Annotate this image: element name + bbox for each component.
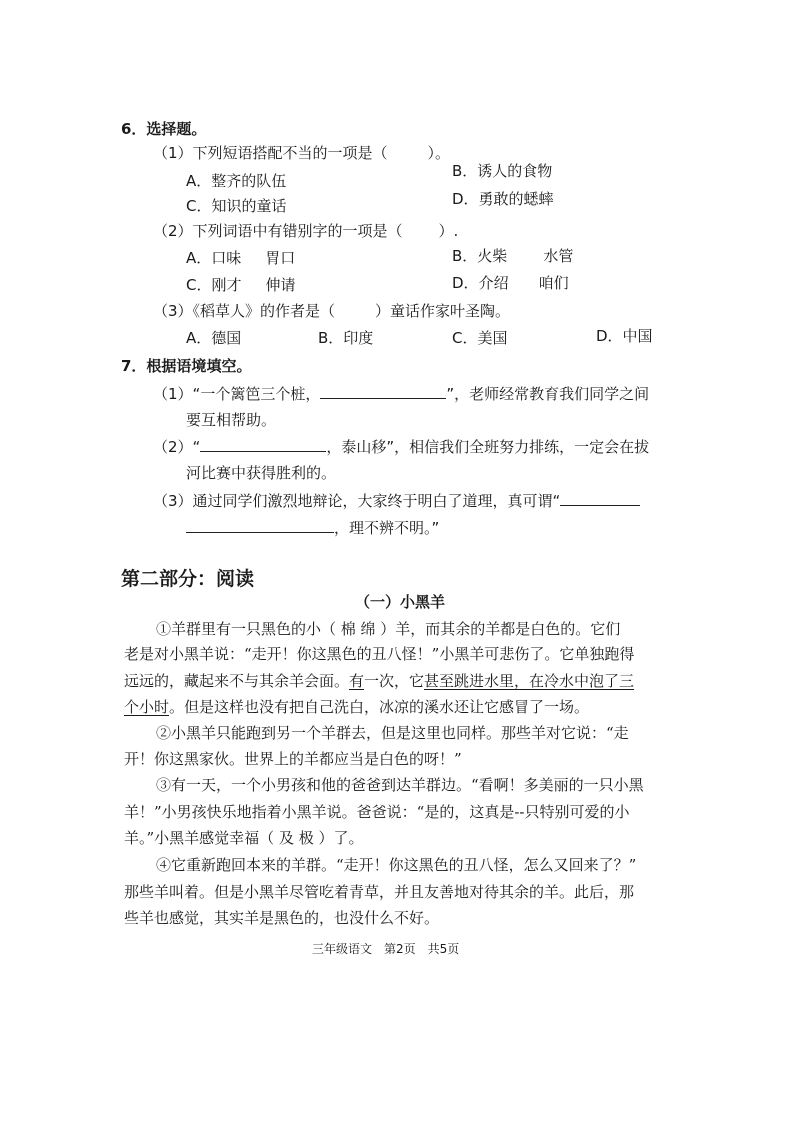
q7-3-line: （3）通过同学们激烈地辩论，大家终于明白了道理，真可谓“ [153, 490, 640, 511]
q6-1-option-b: B．诱人的食物 [452, 162, 553, 180]
q7-2-line: （2）“ ，泰山移”，相信我们全班努力排练，一定会在拔 [153, 438, 650, 456]
q6-1-prompt: （1）下列短语搭配不当的一项是（ ）。 [153, 144, 451, 162]
page-footer: 三年级语文 第2页 共5页 [312, 942, 460, 956]
q7-2-blank[interactable] [200, 450, 326, 452]
passage-line-7: ③有一天，一个小男孩和他的爸爸到达羊群边。“看啊！多美丽的一只小黑 [156, 776, 644, 794]
q7-2-line2: 河比赛中获得胜利的。 [186, 464, 337, 482]
q6-3-prompt: （3）《稻草人》的作者是（ ）童话作家叶圣陶。 [153, 302, 511, 320]
q6-1-option-d: D．勇敢的蟋蟀 [452, 190, 554, 208]
q7-1-line: （1）“一个篱笆三个桩， ”，老师经常教育我们同学之间 [153, 385, 650, 403]
passage-line-3: 远远的，藏起来不与其余羊会面。有一次，它甚至跳进水里，在冷水中泡了三 [124, 672, 635, 690]
q7-1-line2: 要互相帮助。 [186, 411, 277, 429]
q6-1-option-c: C．知识的童话 [186, 197, 287, 215]
q6-1-option-a: A．整齐的队伍 [186, 172, 287, 190]
q6-2-option-c: C．刚才 伸请 [186, 276, 296, 294]
passage-line-8: 羊！”小男孩快乐地指着小黑羊说。爸爸说：“是的，这真是--只特别可爱的小 [124, 803, 630, 821]
passage-line-5: ②小黑羊只能跑到另一个羊群去，但是这里也同样。那些羊对它说：“走 [156, 724, 629, 742]
passage-title: （一）小黑羊 [355, 593, 446, 611]
part2-title: 第二部分：阅读 [121, 568, 255, 590]
q7-3-blank-a[interactable] [560, 504, 640, 506]
q6-2-option-a: A．口味 胃口 [186, 249, 296, 267]
q6-2-option-d: D．介绍 咱们 [452, 274, 569, 292]
passage-line-11: 那些羊叫着。但是小黑羊尽管吃着青草，并且友善地对待其余的羊。此后，那 [124, 883, 635, 901]
q6-3-option-a: A．德国 [186, 329, 242, 347]
q6-3-option-c: C．美国 [452, 329, 508, 347]
q6-2-option-b: B．火柴 水管 [452, 247, 574, 265]
passage-line-6: 开！你这黑家伙。世界上的羊都应当是白色的呀！” [124, 750, 462, 768]
passage-line-4: 个小时。但是这样也没有把自己洗白，冰凉的溪水还让它感冒了一场。 [124, 698, 590, 716]
q7-3-blank-b[interactable] [186, 531, 334, 533]
q7-heading: 7．根据语境填空。 [121, 357, 252, 375]
passage-line-1: ①羊群里有一只黑色的小（ 棉 绵 ）羊，而其余的羊都是白色的。它们 [156, 620, 621, 638]
passage-line-12: 些羊也感觉，其实羊是黑色的，也没什么不好。 [124, 909, 440, 927]
passage-line-9: 羊。”小黑羊感觉幸福（ 及 极 ）了。 [124, 829, 364, 847]
passage-line-10: ④它重新跑回本来的羊群。“走开！你这黑色的丑八怪，怎么又回来了？” [156, 856, 637, 874]
q7-3-line2: ，理不辨不明。” [186, 517, 439, 538]
q7-1-blank[interactable] [320, 397, 446, 399]
q6-3-option-d: D．中国 [596, 327, 653, 345]
q6-heading: 6．选择题。 [121, 120, 207, 138]
q6-2-prompt: （2）下列词语中有错别字的一项是（ ）. [153, 222, 459, 240]
passage-line-2: 老是对小黑羊说：“走开！你这黑色的丑八怪！”小黑羊可悲伤了。它单独跑得 [124, 645, 635, 663]
q6-3-option-b: B．印度 [318, 329, 374, 347]
